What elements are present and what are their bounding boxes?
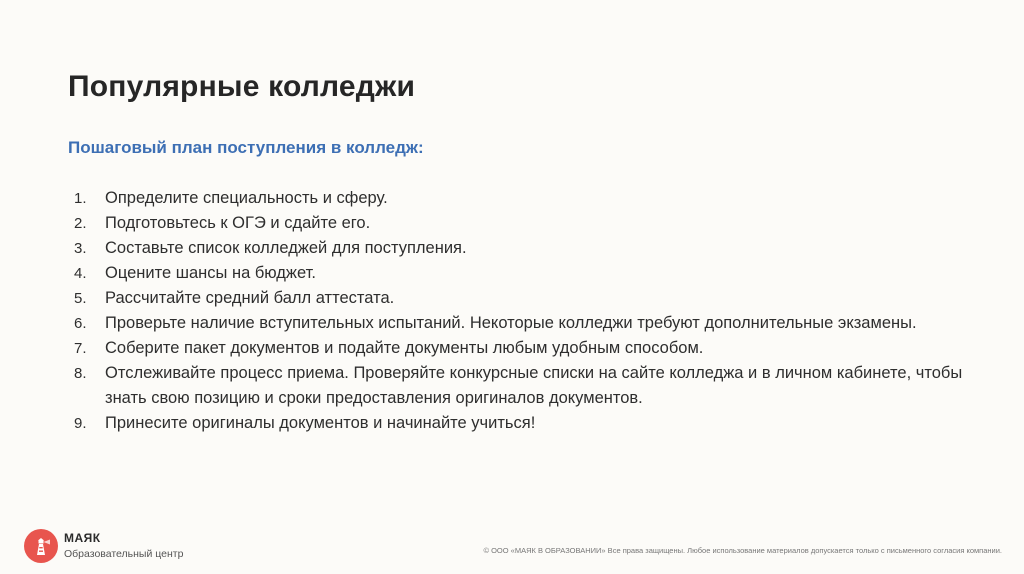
list-item-number: 7. <box>74 340 87 357</box>
brand-name: МАЯК <box>64 531 101 545</box>
list-item <box>74 361 974 411</box>
list-item-number: 2. <box>74 215 87 232</box>
list-item-text: Отслеживайте процесс приема. Проверяйте конкурсные списки на сайте колледжа и в личном кабинете, чтобы знать свою позицию и сроки предоставления оригиналов документов. <box>105 364 963 407</box>
list-item-text: Соберите пакет документов и подайте документы любым удобным способом. <box>105 339 704 357</box>
list-item <box>74 211 974 236</box>
list-item <box>74 336 974 361</box>
list-item <box>74 186 974 211</box>
list-item-text: Проверьте наличие вступительных испытаний. Некоторые колледжи требуют дополнительные экзамены. <box>105 314 917 332</box>
list-item-text: Рассчитайте средний балл аттестата. <box>105 289 395 307</box>
copyright-notice: © ООО «МАЯК В ОБРАЗОВАНИИ» Все права защищены. Любое использование материалов допускается только с письменного согласия компании. <box>483 546 1002 555</box>
lighthouse-icon <box>30 535 52 557</box>
list-item-number: 9. <box>74 415 87 432</box>
steps-list <box>74 186 974 436</box>
section-subtitle: Пошаговый план поступления в колледж: <box>68 138 424 157</box>
brand-logo <box>24 529 58 563</box>
list-item <box>74 411 974 436</box>
list-item-text: Определите специальность и сферу. <box>105 189 388 207</box>
list-item-text: Составьте список колледжей для поступления. <box>105 239 467 257</box>
list-item-number: 1. <box>74 190 87 207</box>
list-item-text: Принесите оригиналы документов и начинайте учиться! <box>105 414 536 432</box>
list-item-number: 5. <box>74 290 87 307</box>
brand-tagline: Образовательный центр <box>64 548 184 560</box>
list-item <box>74 261 974 286</box>
list-item-text: Оцените шансы на бюджет. <box>105 264 316 282</box>
list-item <box>74 311 974 336</box>
list-item-number: 4. <box>74 265 87 282</box>
list-item-number: 8. <box>74 365 87 382</box>
list-item <box>74 236 974 261</box>
page-title: Популярные колледжи <box>68 70 416 103</box>
list-item-number: 3. <box>74 240 87 257</box>
list-item-text: Подготовьтесь к ОГЭ и сдайте его. <box>105 214 371 232</box>
list-item <box>74 286 974 311</box>
list-item-number: 6. <box>74 315 87 332</box>
